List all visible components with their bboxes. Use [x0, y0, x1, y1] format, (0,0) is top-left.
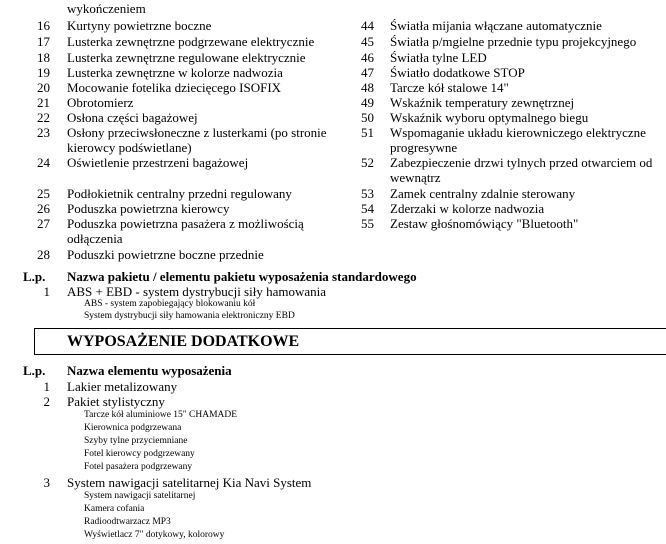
right-item-text: Światła mijania włączane automatycznie	[390, 18, 602, 33]
extra-sub-item: Radioodtwarzacz MP3	[84, 517, 171, 527]
left-item-text: Lusterka zewnętrzne w kolorze nadwozia	[67, 65, 283, 80]
right-item-number: 48	[361, 80, 374, 95]
left-item-number: 20	[37, 80, 50, 95]
extra-sub-item: Fotel pasażera podgrzewany	[84, 462, 193, 472]
left-item-text: Poduszki powietrzne boczne przednie	[67, 247, 264, 262]
extra-item-name: Lakier metalizowany	[67, 379, 178, 394]
continuation-text: wykończeniem	[67, 1, 146, 16]
right-item-number: 44	[361, 18, 374, 33]
right-item-text: progresywne	[390, 140, 458, 155]
right-item-text: Światła p/mgielne przednie typu projekcyjnego	[390, 34, 637, 49]
extra-sub-item: Kierownica podgrzewana	[84, 423, 182, 433]
extra-item-number: 1	[43, 379, 50, 394]
right-item-number: 54	[361, 201, 374, 216]
right-item-text: Zamek centralny zdalnie sterowany	[390, 186, 576, 201]
std-sub-item: ABS - system zapobiegający blokowaniu kół	[84, 299, 256, 309]
left-item-text: Obrotomierz	[67, 95, 134, 110]
std-item-name: ABS + EBD - system dystrybucji siły hamowania	[67, 284, 327, 299]
left-item-number: 26	[37, 201, 50, 216]
extra-sub-item: System nawigacji satelitarnej	[84, 491, 196, 501]
left-item-text: Mocowanie fotelika dziecięcego ISOFIX	[67, 80, 282, 95]
right-item-number: 47	[361, 65, 374, 80]
right-item-number: 50	[361, 110, 374, 125]
left-item-text: Kurtyny powietrzne boczne	[67, 18, 212, 33]
right-item-text: Zabezpieczenie drzwi tylnych przed otwarciem od	[390, 155, 653, 170]
std-header-name: Nazwa pakietu / elementu pakietu wyposażenia standardowego	[67, 269, 417, 284]
right-item-number: 49	[361, 95, 374, 110]
right-item-number: 55	[361, 216, 374, 231]
right-item-number: 53	[361, 186, 374, 201]
left-item-text: Lusterka zewnętrzne podgrzewane elektrycznie	[67, 34, 315, 49]
left-item-number: 16	[37, 18, 50, 33]
extra-item-number: 2	[43, 394, 50, 409]
extra-sub-item: Tarcze kół aluminiowe 15" CHAMADE	[84, 410, 238, 420]
right-item-text: Światła tylne LED	[390, 50, 487, 65]
left-item-text: Poduszka powietrzna kierowcy	[67, 201, 230, 216]
extra-item-name: System nawigacji satelitarnej Kia Navi System	[67, 475, 312, 490]
extra-sub-item: Fotel kierowcy podgrzewany	[84, 449, 195, 459]
left-item-number: 18	[37, 50, 50, 65]
right-item-text: Zestaw głośnomówiący "Bluetooth"	[390, 216, 579, 231]
extra-sub-item: Wyświetlacz 7" dotykowy, kolorowy	[84, 530, 225, 540]
std-item-number: 1	[43, 284, 50, 299]
extra-sub-item: Szyby tylne przyciemniane	[84, 436, 188, 446]
left-item-number: 28	[37, 247, 50, 262]
extra-header-name: Nazwa elementu wyposażenia	[67, 363, 232, 378]
right-item-number: 46	[361, 50, 374, 65]
left-item-text: Oświetlenie przestrzeni bagażowej	[67, 155, 249, 170]
std-sub-item: System dystrybucji siły hamowania elektroniczny EBD	[84, 311, 295, 321]
right-item-text: wewnątrz	[390, 170, 441, 185]
left-item-number: 17	[37, 34, 50, 49]
std-header-lp: L.p.	[23, 269, 46, 284]
left-item-number: 24	[37, 155, 50, 170]
left-item-text: odłączenia	[67, 231, 123, 246]
extra-sub-item: Kamera cofania	[84, 504, 145, 514]
left-item-text: Osłona części bagażowej	[67, 110, 198, 125]
right-item-text: Wspomaganie układu kierowniczego elektryczne	[390, 125, 646, 140]
right-item-text: Tarcze kół stalowe 14"	[390, 80, 509, 95]
section-title: WYPOSAŻENIE DODATKOWE	[67, 333, 300, 350]
left-item-number: 23	[37, 125, 50, 140]
right-item-number: 52	[361, 155, 374, 170]
left-item-number: 27	[37, 216, 50, 231]
right-item-text: Wskaźnik temperatury zewnętrznej	[390, 95, 575, 110]
left-item-number: 22	[37, 110, 50, 125]
right-item-text: Zderzaki w kolorze nadwozia	[390, 201, 545, 216]
extra-header-lp: L.p.	[23, 363, 46, 378]
left-item-text: Podłokietnik centralny przedni regulowany	[67, 186, 292, 201]
left-item-text: Poduszka powietrzna pasażera z możliwością	[67, 216, 304, 231]
right-item-number: 45	[361, 34, 374, 49]
extra-item-name: Pakiet stylistyczny	[67, 394, 165, 409]
right-item-text: Światło dodatkowe STOP	[390, 65, 525, 80]
left-item-number: 21	[37, 95, 50, 110]
left-item-number: 19	[37, 65, 50, 80]
right-item-text: Wskaźnik wyboru optymalnego biegu	[390, 110, 589, 125]
right-item-number: 51	[361, 125, 374, 140]
left-item-number: 25	[37, 186, 50, 201]
left-item-text: Lusterka zewnętrzne regulowane elektrycznie	[67, 50, 306, 65]
left-item-text: Osłony przeciwsłoneczne z lusterkami (po stronie	[67, 125, 327, 140]
left-item-text: kierowcy podświetlane)	[67, 140, 192, 155]
extra-item-number: 3	[43, 475, 50, 490]
